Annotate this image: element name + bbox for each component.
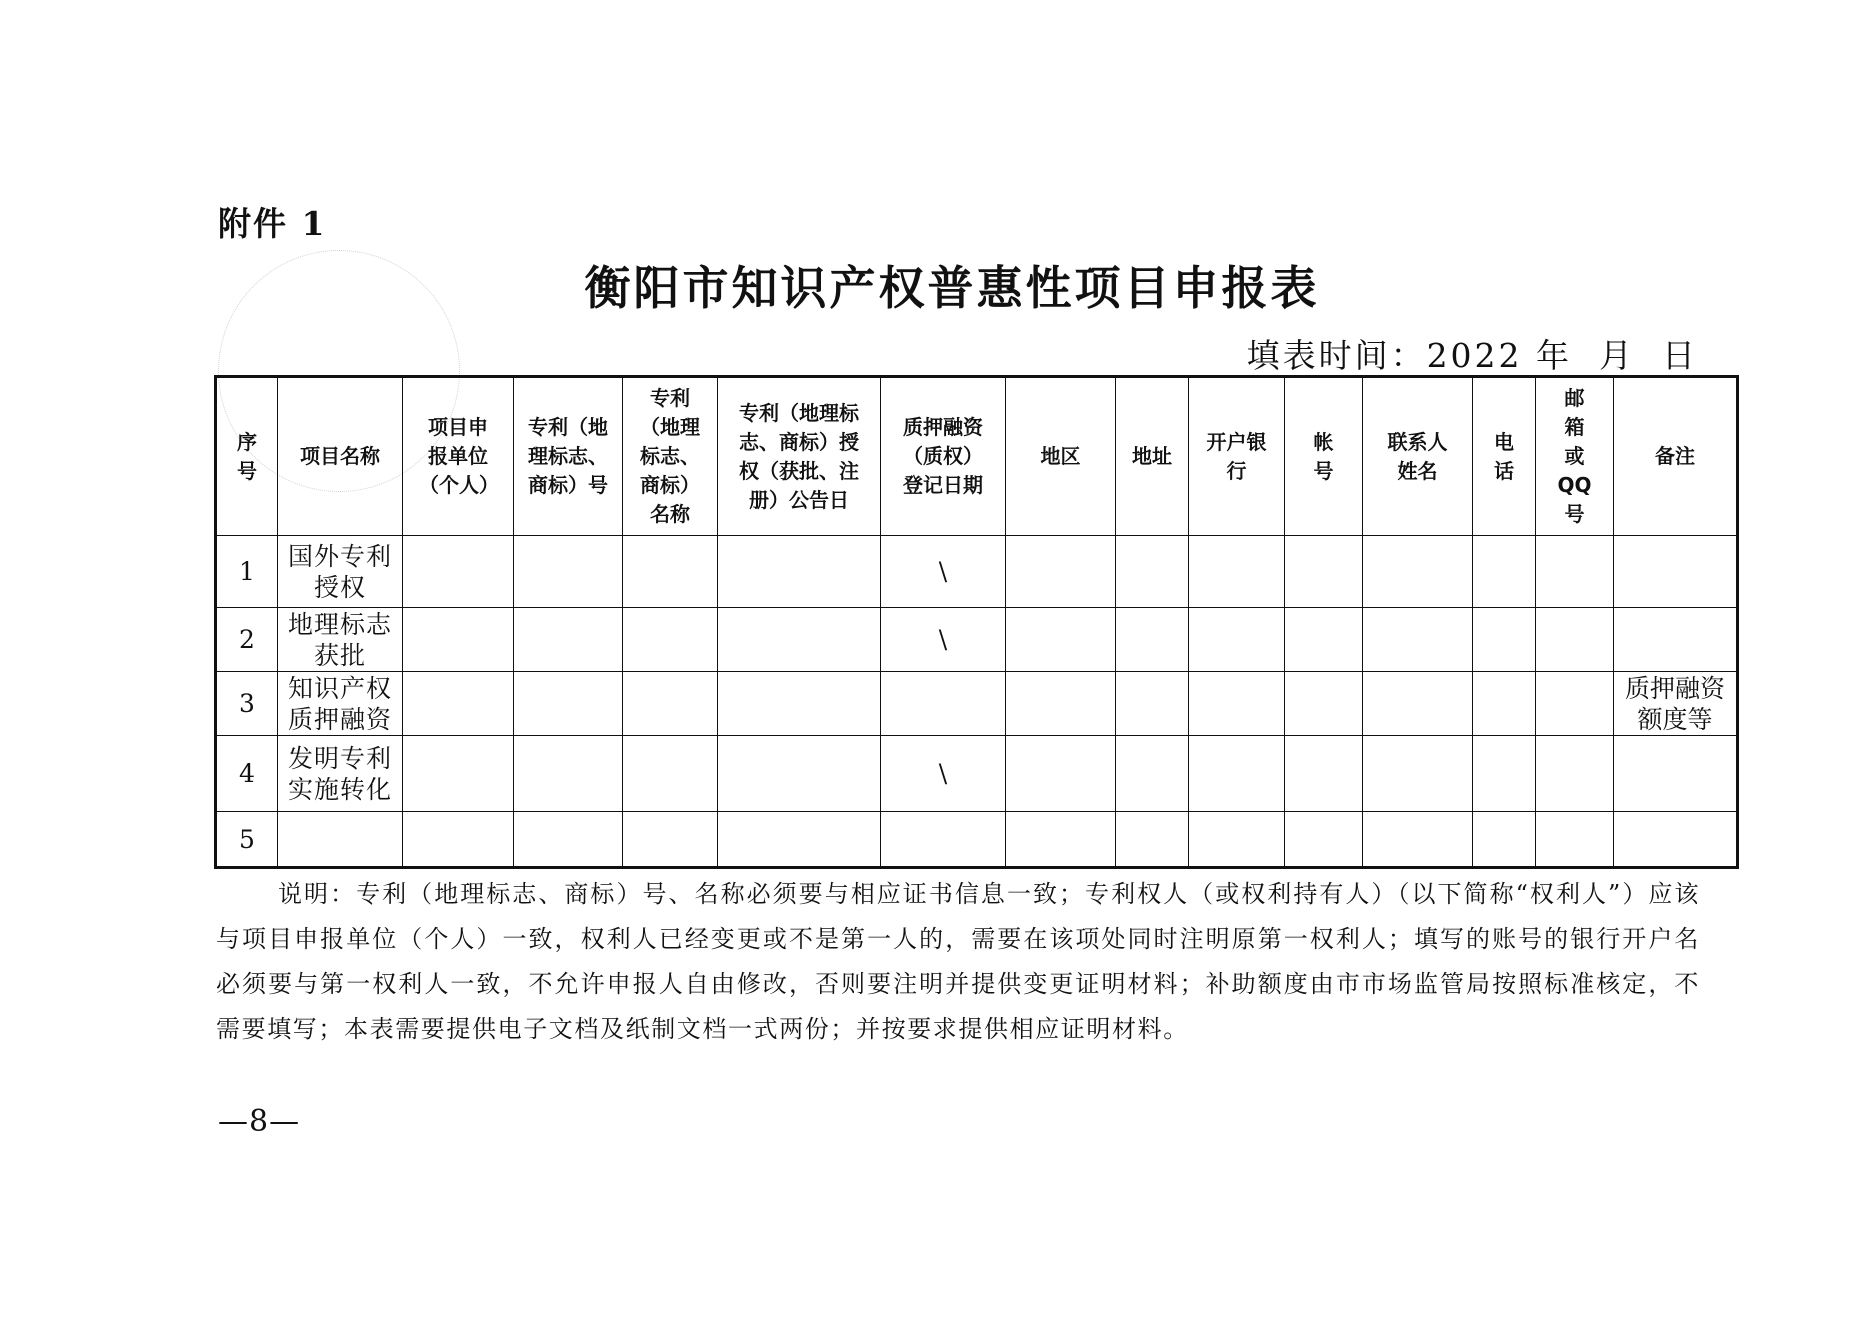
empty-cell (403, 536, 514, 608)
table-row (216, 536, 1738, 608)
empty-cell (1006, 536, 1116, 608)
page-number: —8— (218, 1104, 301, 1139)
empty-cell (403, 672, 514, 736)
empty-cell (514, 812, 623, 868)
pledge-date-cell (881, 812, 1006, 868)
row-number: 4 (216, 736, 278, 812)
attachment-label: 附件 1 (218, 204, 327, 243)
remark-cell (1614, 536, 1738, 608)
empty-cell (514, 608, 623, 672)
empty-cell (514, 736, 623, 812)
empty-cell (623, 608, 718, 672)
empty-cell (1116, 736, 1189, 812)
explanatory-note: 说明：专利（地理标志、商标）号、名称必须要与相应证书信息一致；专利权人（或权利持有人）（以下简称“权利人”）应该与项目申报单位（个人）一致，权利人已经变更或不是第一人的，需要在该项处同时注明原第一权利人；填写的账号的银行开户名必须要与第一权利人一致，不允许申报人自由修改，否则要注明并提供变更证明材料；补助额度由市市场监管局按照标准核定，不需要填写；本表需要提供电子文档及纸制文档一式两份；并按要求提供相应证明材料。 (216, 880, 1700, 1043)
empty-cell (1363, 536, 1473, 608)
pledge-date-cell: \ (881, 736, 1006, 812)
remark-cell: 质押融资额度等 (1614, 672, 1738, 736)
col-header-project-name: 项目名称 (278, 377, 403, 536)
empty-cell (1285, 608, 1363, 672)
empty-cell (1006, 608, 1116, 672)
empty-cell (1116, 536, 1189, 608)
empty-cell (623, 536, 718, 608)
empty-cell (1473, 536, 1536, 608)
empty-cell (1189, 672, 1285, 736)
empty-cell (403, 736, 514, 812)
empty-cell (514, 536, 623, 608)
empty-cell (718, 608, 881, 672)
empty-cell (1006, 672, 1116, 736)
empty-cell (514, 672, 623, 736)
empty-cell (1285, 672, 1363, 736)
col-header-patent-name: 专利（地理标志、商标）名称 (623, 377, 718, 536)
table-row (216, 736, 1738, 812)
project-name-cell: 知识产权质押融资 (278, 672, 403, 736)
col-header-applicant: 项目申报单位（个人） (403, 377, 514, 536)
col-header-pledge-date: 质押融资（质权）登记日期 (881, 377, 1006, 536)
col-header-remark: 备注 (1614, 377, 1738, 536)
empty-cell (718, 736, 881, 812)
col-header-no: 序号 (216, 377, 278, 536)
empty-cell (1189, 608, 1285, 672)
row-number: 2 (216, 608, 278, 672)
document-title: 衡阳市知识产权普惠性项目申报表 (584, 261, 1320, 315)
empty-cell (1116, 672, 1189, 736)
empty-cell (1285, 736, 1363, 812)
empty-cell (1189, 736, 1285, 812)
col-header-bank: 开户银行 (1189, 377, 1285, 536)
empty-cell (1473, 812, 1536, 868)
col-header-announcement-date: 专利（地理标志、商标）授权（获批、注册）公告日 (718, 377, 881, 536)
empty-cell (1363, 736, 1473, 812)
pledge-date-cell: \ (881, 608, 1006, 672)
empty-cell (403, 812, 514, 868)
project-name-cell: 国外专利授权 (278, 536, 403, 608)
empty-cell (1116, 812, 1189, 868)
row-number: 1 (216, 536, 278, 608)
empty-cell (1473, 736, 1536, 812)
header-row (216, 377, 1738, 536)
project-name-cell (278, 812, 403, 868)
empty-cell (1285, 536, 1363, 608)
table-row (216, 812, 1738, 868)
row-number: 5 (216, 812, 278, 868)
empty-cell (623, 736, 718, 812)
empty-cell (623, 672, 718, 736)
empty-cell (1189, 536, 1285, 608)
report-table (214, 375, 1739, 869)
empty-cell (718, 536, 881, 608)
project-name-cell: 地理标志获批 (278, 608, 403, 672)
table-row (216, 672, 1738, 736)
empty-cell (1536, 608, 1614, 672)
row-number: 3 (216, 672, 278, 736)
empty-cell (1473, 672, 1536, 736)
empty-cell (1536, 736, 1614, 812)
empty-cell (1363, 608, 1473, 672)
pledge-date-cell (881, 672, 1006, 736)
empty-cell (1116, 608, 1189, 672)
empty-cell (1006, 812, 1116, 868)
remark-cell (1614, 736, 1738, 812)
col-header-address: 地址 (1116, 377, 1189, 536)
col-header-region: 地区 (1006, 377, 1116, 536)
empty-cell (403, 608, 514, 672)
empty-cell (1536, 672, 1614, 736)
empty-cell (1189, 812, 1285, 868)
empty-cell (718, 812, 881, 868)
col-header-contact-name: 联系人姓名 (1363, 377, 1473, 536)
fill-time: 填表时间：2022 年 月 日 (1246, 336, 1698, 375)
empty-cell (1363, 812, 1473, 868)
empty-cell (1473, 608, 1536, 672)
empty-cell (1363, 672, 1473, 736)
empty-cell (1536, 536, 1614, 608)
remark-cell (1614, 812, 1738, 868)
project-name-cell: 发明专利实施转化 (278, 736, 403, 812)
empty-cell (623, 812, 718, 868)
table-row (216, 608, 1738, 672)
col-header-email-qq: 邮箱或QQ号 (1536, 377, 1614, 536)
empty-cell (1006, 736, 1116, 812)
empty-cell (1536, 812, 1614, 868)
pledge-date-cell: \ (881, 536, 1006, 608)
col-header-account: 帐号 (1285, 377, 1363, 536)
col-header-patent-number: 专利（地理标志、商标）号 (514, 377, 623, 536)
empty-cell (718, 672, 881, 736)
remark-cell (1614, 608, 1738, 672)
empty-cell (1285, 812, 1363, 868)
col-header-phone: 电话 (1473, 377, 1536, 536)
